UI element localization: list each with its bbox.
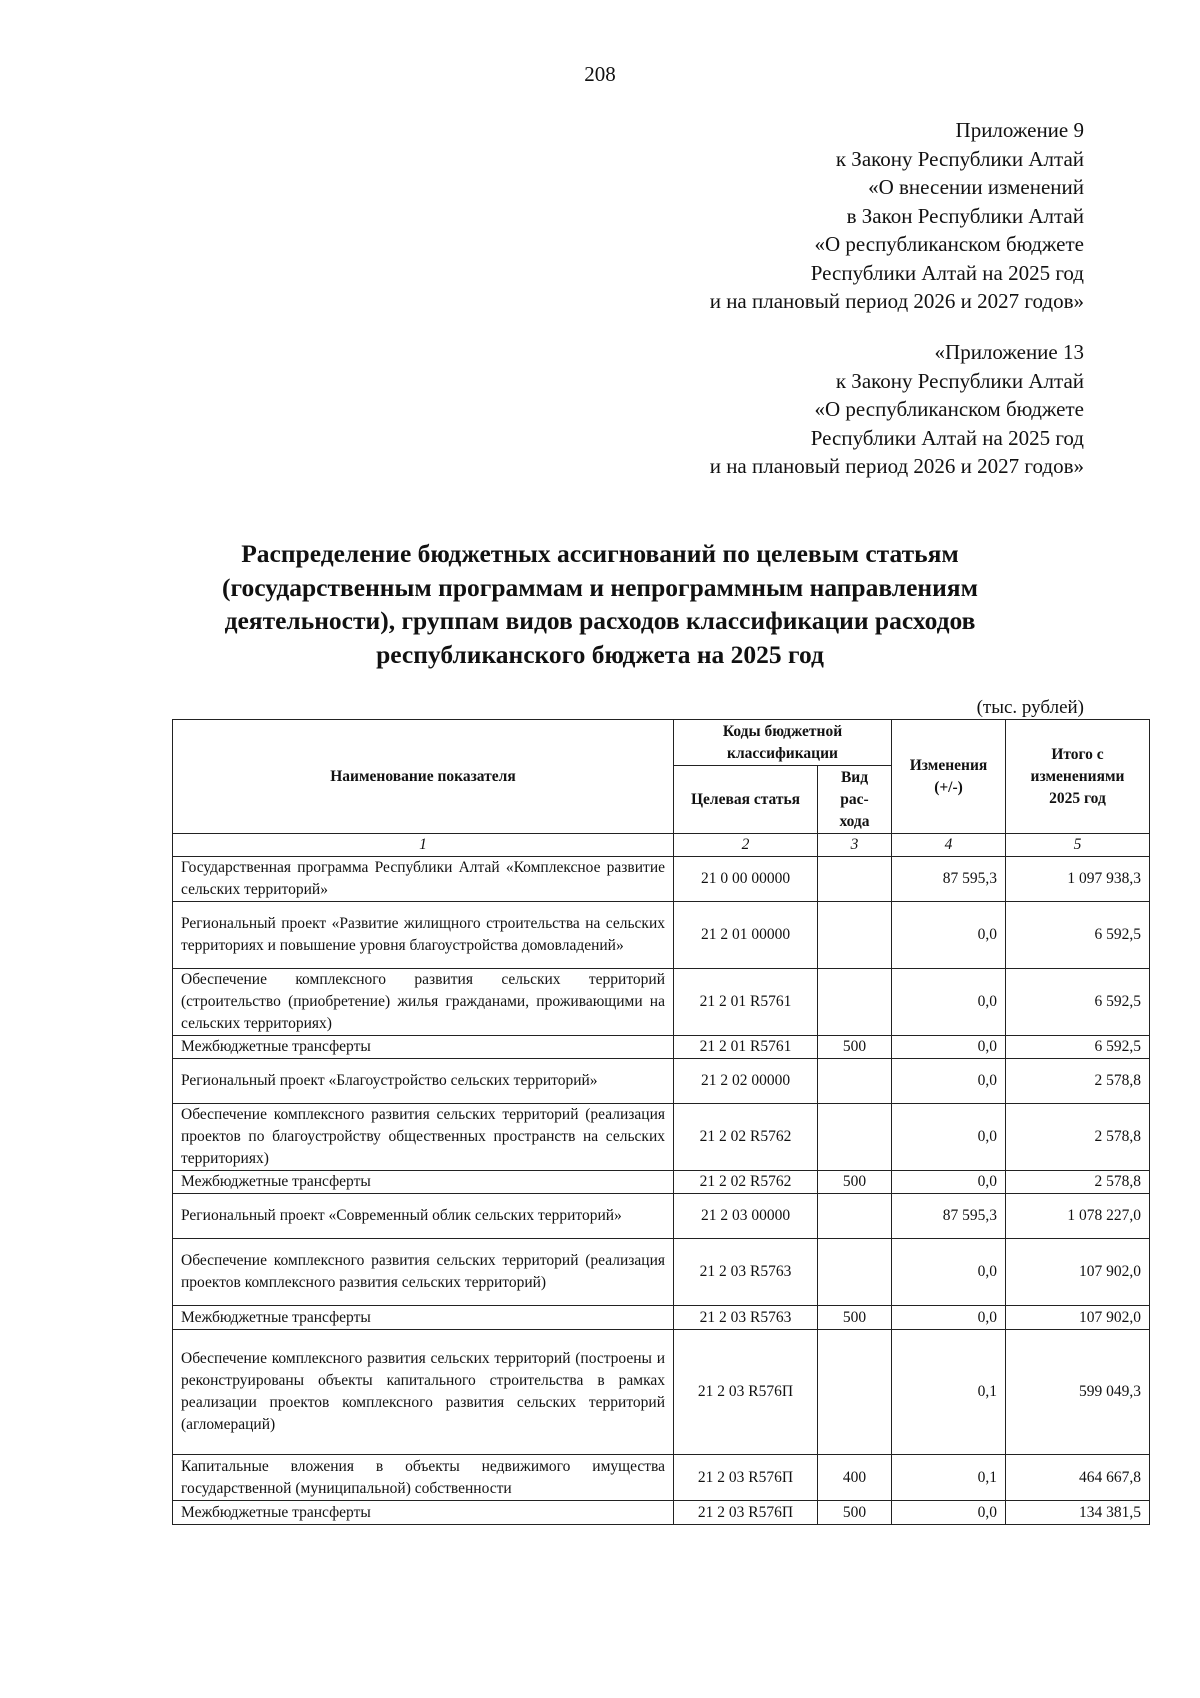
row-expense-kind	[818, 1104, 892, 1171]
row-target-article: 21 2 03 R576П	[674, 1330, 818, 1455]
column-number: 3	[818, 834, 892, 857]
appendix-9-line: и на плановый период 2026 и 2027 годов»	[709, 289, 1084, 313]
row-expense-kind: 500	[818, 1171, 892, 1194]
row-name: Обеспечение комплексного развития сельских территорий (реализация проектов по благоустройству общественных пространств на сельских территориях)	[173, 1104, 674, 1171]
column-numbers-row	[173, 834, 1150, 857]
row-total: 134 381,5	[1006, 1501, 1150, 1525]
document-title-line: республиканского бюджета на 2025 год	[376, 639, 824, 669]
header-codes: Коды бюджетной классификации	[674, 720, 892, 766]
page-number: 208	[584, 62, 616, 86]
row-total: 464 667,8	[1006, 1455, 1150, 1501]
row-expense-kind	[818, 857, 892, 902]
appendix-13-line: к Закону Республики Алтай	[835, 368, 1084, 393]
table-row	[173, 969, 1150, 1036]
units-label: (тыс. рублей)	[976, 697, 1084, 718]
row-target-article: 21 2 03 00000	[674, 1194, 818, 1239]
row-change: 0,0	[892, 1239, 1006, 1306]
row-change: 87 595,3	[892, 857, 1006, 902]
row-name: Межбюджетные трансферты	[173, 1171, 674, 1194]
appendix-9-line: Приложение 9	[955, 118, 1084, 142]
appendix-13-line: Республики Алтай на 2025 год	[810, 425, 1084, 450]
row-target-article: 21 2 03 R5763	[674, 1306, 818, 1330]
document-title-line: (государственным программам и непрограммным направлениям	[222, 572, 978, 602]
row-target-article: 21 2 02 R5762	[674, 1171, 818, 1194]
row-name: Обеспечение комплексного развития сельских территорий (построены и реконструированы объекты капитального строительства в рамках реализации проектов комплексного развития сельских территорий (агломераций)	[173, 1330, 674, 1455]
row-name: Обеспечение комплексного развития сельских территорий (строительство (приобретение) жилья гражданами, проживающими на сельских территориях)	[173, 969, 674, 1036]
row-name: Региональный проект «Современный облик сельских территорий»	[173, 1194, 674, 1239]
appendix-9-line: в Закон Республики Алтай	[846, 203, 1084, 228]
document-title-line: Распределение бюджетных ассигнований по целевым статьям	[241, 539, 959, 568]
row-change: 0,0	[892, 1036, 1006, 1059]
row-target-article: 21 2 01 00000	[674, 902, 818, 969]
document-title	[0, 537, 1200, 671]
row-change: 0,0	[892, 969, 1006, 1036]
appendix-13-line: и на плановый период 2026 и 2027 годов»	[709, 454, 1084, 478]
row-name: Межбюджетные трансферты	[173, 1501, 674, 1525]
header-changes: Изменения (+/-)	[892, 720, 1006, 834]
column-number: 2	[674, 834, 818, 857]
table-row	[173, 1104, 1150, 1171]
row-total: 6 592,5	[1006, 902, 1150, 969]
row-total: 2 578,8	[1006, 1059, 1150, 1104]
appendix-9-line: «О республиканском бюджете	[814, 232, 1084, 256]
table-row	[173, 1306, 1150, 1330]
row-target-article: 21 2 03 R5763	[674, 1239, 818, 1306]
row-total: 2 578,8	[1006, 1171, 1150, 1194]
appendix-9-line: «О внесении изменений	[868, 175, 1084, 199]
appendix-9-line: Республики Алтай на 2025 год	[810, 260, 1084, 285]
row-name: Государственная программа Республики Алтай «Комплексное развитие сельских территорий»	[173, 857, 674, 902]
row-change: 0,0	[892, 1306, 1006, 1330]
row-expense-kind	[818, 1330, 892, 1455]
row-change: 0,0	[892, 1501, 1006, 1525]
header-target-article: Целевая статья	[674, 766, 818, 834]
row-total: 107 902,0	[1006, 1239, 1150, 1306]
row-change: 0,0	[892, 1104, 1006, 1171]
row-change: 0,0	[892, 902, 1006, 969]
row-expense-kind: 500	[818, 1306, 892, 1330]
row-total: 599 049,3	[1006, 1330, 1150, 1455]
row-name: Межбюджетные трансферты	[173, 1036, 674, 1059]
header-name: Наименование показателя	[173, 720, 674, 834]
table-row	[173, 902, 1150, 969]
row-expense-kind: 400	[818, 1455, 892, 1501]
header-expense-kind: Вид рас-хода	[818, 766, 892, 834]
row-target-article: 21 2 03 R576П	[674, 1501, 818, 1525]
table-row	[173, 1194, 1150, 1239]
table-row	[173, 1239, 1150, 1306]
row-change: 0,1	[892, 1330, 1006, 1455]
table-row	[173, 1455, 1150, 1501]
row-target-article: 21 2 01 R5761	[674, 969, 818, 1036]
row-change: 0,0	[892, 1171, 1006, 1194]
appendix-13-header	[710, 338, 1084, 481]
row-name: Межбюджетные трансферты	[173, 1306, 674, 1330]
row-total: 1 097 938,3	[1006, 857, 1150, 902]
table-row	[173, 1171, 1150, 1194]
row-expense-kind	[818, 902, 892, 969]
row-target-article: 21 0 00 00000	[674, 857, 818, 902]
table-row	[173, 1330, 1150, 1455]
row-change: 0,0	[892, 1059, 1006, 1104]
row-expense-kind	[818, 1239, 892, 1306]
budget-table	[172, 719, 1150, 1525]
table-row	[173, 1501, 1150, 1525]
table-row	[173, 857, 1150, 902]
appendix-13-line: «О республиканском бюджете	[814, 397, 1084, 421]
appendix-13-line: «Приложение 13	[934, 340, 1084, 364]
row-total: 107 902,0	[1006, 1306, 1150, 1330]
row-expense-kind	[818, 1194, 892, 1239]
row-change: 87 595,3	[892, 1194, 1006, 1239]
appendix-9-header	[710, 116, 1084, 316]
column-number: 5	[1006, 834, 1150, 857]
table-row	[173, 1036, 1150, 1059]
row-change: 0,1	[892, 1455, 1006, 1501]
row-name: Региональный проект «Развитие жилищного строительства на сельских территориях и повышение уровня благоустройства домовладений»	[173, 902, 674, 969]
row-expense-kind: 500	[818, 1036, 892, 1059]
row-name: Капитальные вложения в объекты недвижимого имущества государственной (муниципальной) собственности	[173, 1455, 674, 1501]
row-total: 2 578,8	[1006, 1104, 1150, 1171]
header-total: Итого с изменениями 2025 год	[1006, 720, 1150, 834]
row-target-article: 21 2 01 R5761	[674, 1036, 818, 1059]
row-target-article: 21 2 03 R576П	[674, 1455, 818, 1501]
row-total: 6 592,5	[1006, 969, 1150, 1036]
appendix-9-line: к Закону Республики Алтай	[835, 146, 1084, 171]
column-number: 1	[173, 834, 674, 857]
row-expense-kind	[818, 969, 892, 1036]
row-target-article: 21 2 02 00000	[674, 1059, 818, 1104]
row-expense-kind	[818, 1059, 892, 1104]
row-expense-kind: 500	[818, 1501, 892, 1525]
row-name: Обеспечение комплексного развития сельских территорий (реализация проектов комплексного развития сельских территорий)	[173, 1239, 674, 1306]
row-name: Региональный проект «Благоустройство сельских территорий»	[173, 1059, 674, 1104]
column-number: 4	[892, 834, 1006, 857]
document-title-line: деятельности), группам видов расходов классификации расходов	[224, 606, 976, 635]
table-row	[173, 1059, 1150, 1104]
row-total: 1 078 227,0	[1006, 1194, 1150, 1239]
row-target-article: 21 2 02 R5762	[674, 1104, 818, 1171]
row-total: 6 592,5	[1006, 1036, 1150, 1059]
